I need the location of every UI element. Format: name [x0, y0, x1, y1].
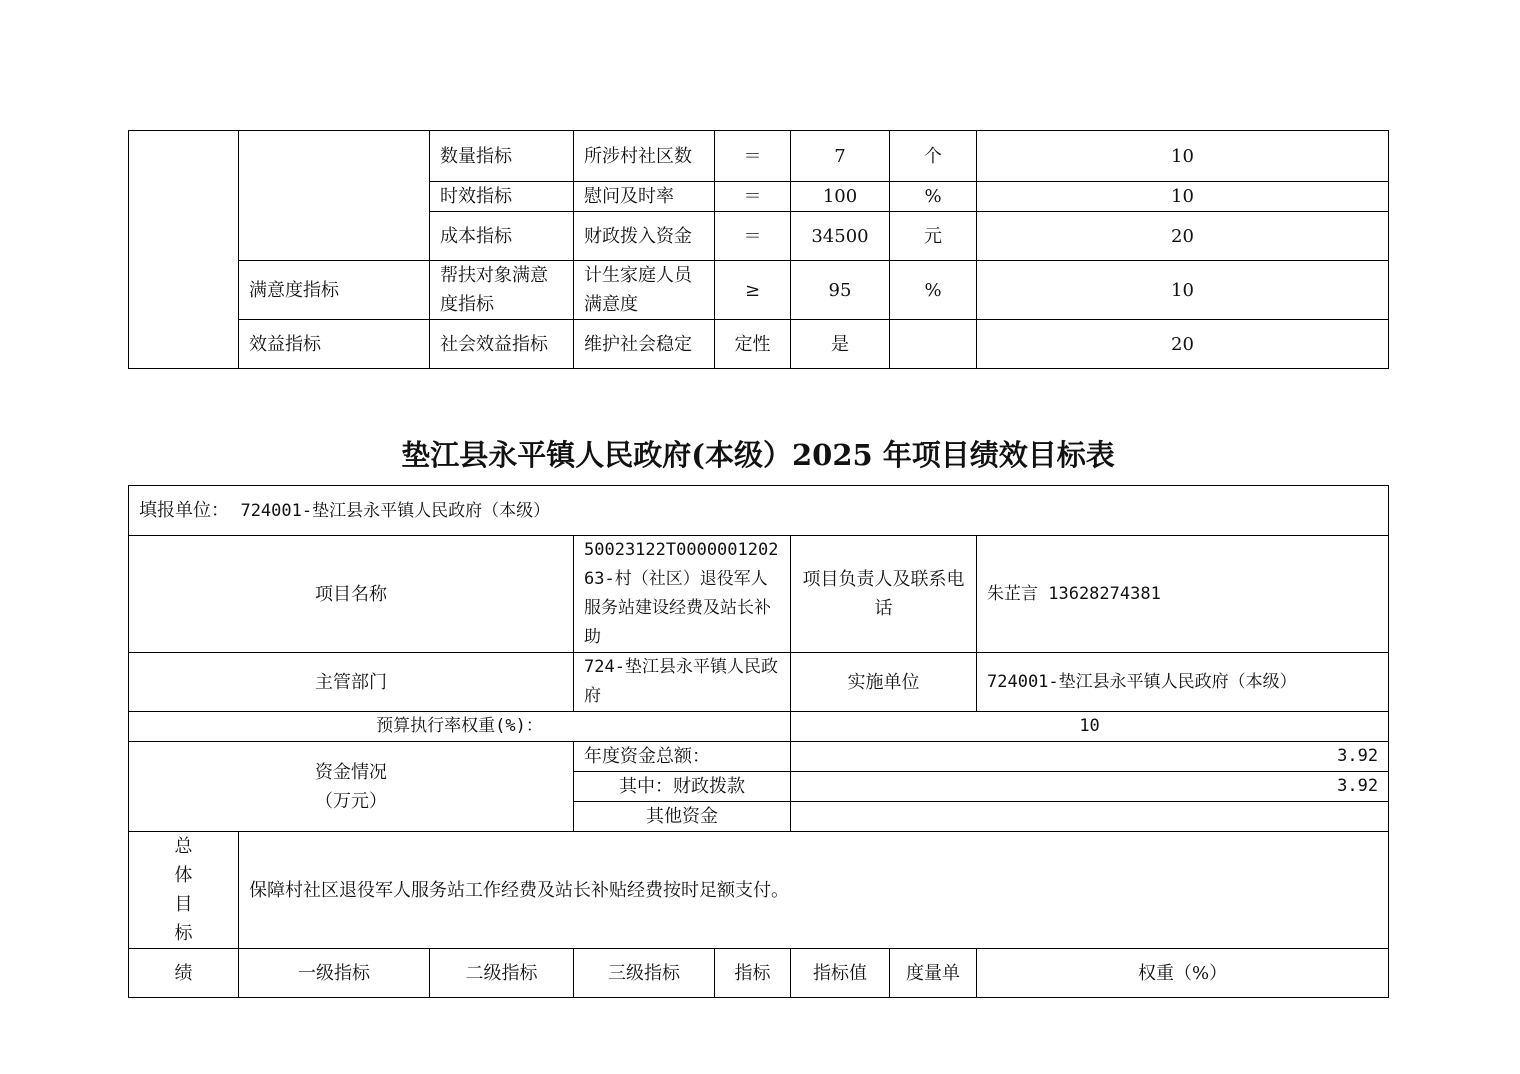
department-row	[129, 653, 1389, 712]
level3-cell: 帮扶对象满意度指标	[430, 261, 574, 320]
header-level1: 一级指标	[239, 949, 430, 998]
impl-label: 实施单位	[791, 653, 977, 712]
project-row	[129, 536, 1389, 653]
goal-label-char: 目	[174, 894, 193, 915]
fund-other-value	[791, 802, 1389, 832]
header-value: 指标值	[791, 949, 890, 998]
value-cell: 100	[791, 182, 890, 212]
unit-cell: %	[890, 261, 977, 320]
contact-value: 朱芷言 13628274381	[977, 536, 1389, 653]
weight-cell: 20	[977, 212, 1389, 261]
indicator-cell: 慰问及时率	[574, 182, 715, 212]
fill-unit-row	[129, 486, 1389, 536]
level1-cell	[129, 131, 239, 369]
operator-cell: ＝	[715, 212, 791, 261]
indicator-cell: 所涉村社区数	[574, 131, 715, 182]
project-name-value: 50023122T000000120263-村（社区）退役军人服务站建设经费及站长补助	[574, 536, 791, 653]
table-row	[129, 131, 1389, 182]
weight-cell: 10	[977, 182, 1389, 212]
indicator-cell: 计生家庭人员满意度	[574, 261, 715, 320]
value-cell: 是	[791, 320, 890, 369]
budget-weight-label: 预算执行率权重(%)：	[129, 712, 791, 742]
header-indicator: 指标	[715, 949, 791, 998]
header-level2: 二级指标	[430, 949, 574, 998]
value-cell: 7	[791, 131, 890, 182]
header-weight: 权重（%）	[977, 949, 1389, 998]
fund-total-value: 3.92	[791, 742, 1389, 772]
operator-cell: ≥	[715, 261, 791, 320]
indicator-cell: 财政拨入资金	[574, 212, 715, 261]
level3-cell: 时效指标	[430, 182, 574, 212]
weight-cell: 10	[977, 131, 1389, 182]
header-unit: 度量单	[890, 949, 977, 998]
level2-cell	[239, 131, 430, 261]
indicator-table-continued	[128, 130, 1389, 369]
dept-value: 724-垫江县永平镇人民政府	[574, 653, 791, 712]
dept-label: 主管部门	[129, 653, 574, 712]
table-row	[129, 261, 1389, 320]
fund-label-cell	[129, 742, 574, 832]
budget-weight-row	[129, 712, 1389, 742]
indicator-cell: 维护社会稳定	[574, 320, 715, 369]
unit-cell: 个	[890, 131, 977, 182]
level2-cell: 满意度指标	[239, 261, 430, 320]
fill-unit-label: 填报单位：	[139, 499, 229, 521]
goal-label-char: 体	[174, 865, 193, 886]
fund-other-label: 其他资金	[574, 802, 791, 832]
goal-label-char: 总	[174, 836, 193, 857]
weight-cell: 20	[977, 320, 1389, 369]
fund-label: 资金情况	[315, 761, 387, 783]
page-title: 垫江县永平镇人民政府(本级）2025 年项目绩效目标表	[401, 438, 1115, 472]
level3-cell: 数量指标	[430, 131, 574, 182]
level3-cell: 成本指标	[430, 212, 574, 261]
weight-cell: 10	[977, 261, 1389, 320]
fund-total-label: 年度资金总额：	[574, 742, 791, 772]
operator-cell: ＝	[715, 131, 791, 182]
value-cell: 95	[791, 261, 890, 320]
impl-value: 724001-垫江县永平镇人民政府（本级）	[977, 653, 1389, 712]
overall-goal-label	[129, 832, 239, 949]
goal-label-char: 标	[174, 923, 193, 944]
fund-fiscal-label: 其中：财政拨款	[574, 772, 791, 802]
table-row	[129, 320, 1389, 369]
performance-target-table	[128, 485, 1389, 998]
operator-cell: ＝	[715, 182, 791, 212]
fund-fiscal-value: 3.92	[791, 772, 1389, 802]
budget-weight-value: 10	[791, 712, 1389, 742]
fund-total-row	[129, 742, 1389, 772]
unit-cell: 元	[890, 212, 977, 261]
overall-goal-value: 保障村社区退役军人服务站工作经费及站长补贴经费按时足额支付。	[239, 832, 1389, 949]
header-level3: 三级指标	[574, 949, 715, 998]
overall-goal-row	[129, 832, 1389, 949]
fill-unit-value: 724001-垫江县永平镇人民政府（本级）	[240, 500, 551, 521]
project-name-label: 项目名称	[129, 536, 574, 653]
operator-cell: 定性	[715, 320, 791, 369]
value-cell: 34500	[791, 212, 890, 261]
indicator-header-row	[129, 949, 1389, 998]
unit-cell	[890, 320, 977, 369]
level2-cell: 效益指标	[239, 320, 430, 369]
level3-cell: 社会效益指标	[430, 320, 574, 369]
unit-cell: %	[890, 182, 977, 212]
fund-unit-label: （万元）	[315, 790, 387, 812]
header-performance: 绩	[129, 949, 239, 998]
contact-label: 项目负责人及联系电话	[791, 536, 977, 653]
